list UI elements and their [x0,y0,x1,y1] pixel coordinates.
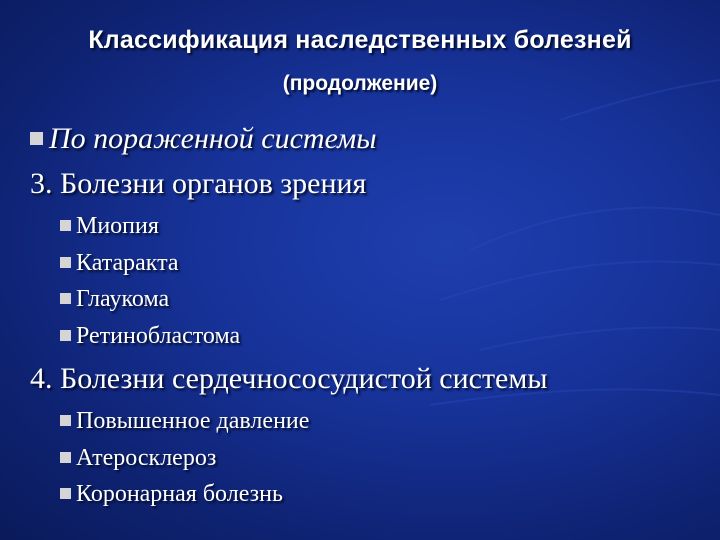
list-item-text: Повышенное давление [76,408,310,434]
square-bullet-icon [60,330,71,341]
heading-text: По пораженной системы [49,122,377,155]
cardiovascular-disease-list [60,403,309,513]
list-item [60,403,309,440]
list-item-text: Атеросклероз [76,444,217,471]
list-item [60,281,240,318]
slide-heading [30,122,377,156]
slide-subtitle: (продолжение) [282,72,438,95]
square-bullet-icon [30,132,43,145]
list-item [60,476,309,513]
vision-disease-list [60,208,240,355]
list-item [60,245,240,282]
list-item [60,318,240,355]
square-bullet-icon [60,293,71,304]
square-bullet-icon [60,415,71,426]
list-item-text: Ретинобластома [76,323,241,350]
list-item-text: Катаракта [76,249,179,276]
list-item [60,440,309,477]
list-item [60,208,240,245]
section-cardiovascular: 4. Болезни сердечнососудистой системы [30,362,548,395]
square-bullet-icon [60,488,71,499]
slide-title: Классификация наследственных болезней [88,26,632,54]
section-vision: 3. Болезни органов зрения [30,167,367,200]
list-item-text: Глаукома [76,286,170,313]
list-item-text: Коронарная болезнь [76,481,283,508]
square-bullet-icon [60,220,71,231]
square-bullet-icon [60,452,71,463]
list-item-text: Миопия [76,213,159,239]
square-bullet-icon [60,257,71,268]
